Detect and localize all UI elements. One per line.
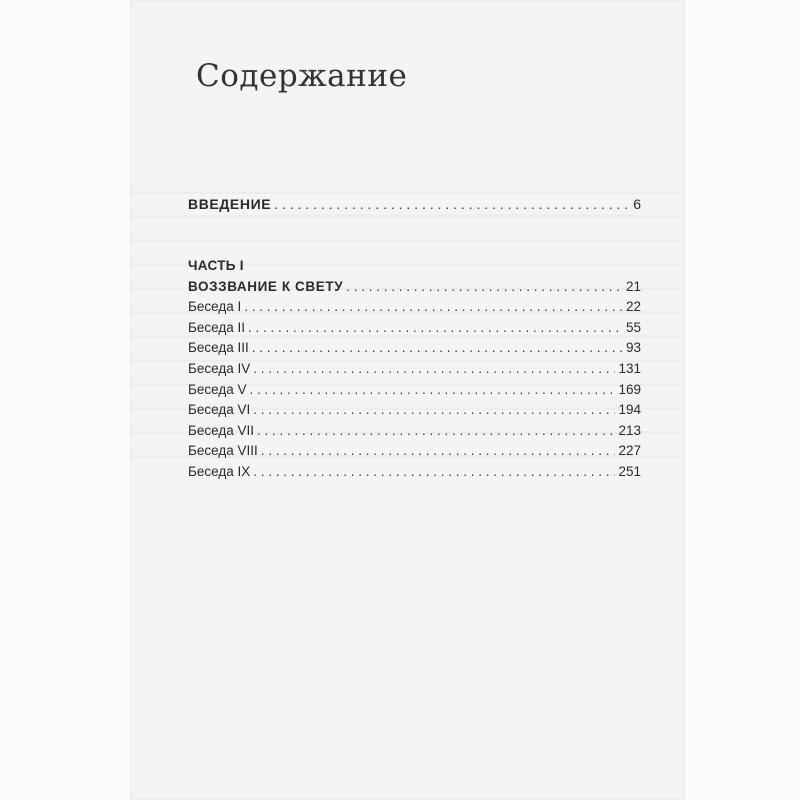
toc-page-number: 131 bbox=[618, 360, 641, 376]
toc-page-number: 194 bbox=[618, 402, 641, 418]
dot-leader bbox=[253, 361, 615, 376]
toc-entry-label: Беседа IX bbox=[188, 463, 251, 479]
table-of-contents bbox=[188, 196, 641, 485]
toc-entry-label: Беседа VII bbox=[188, 422, 254, 438]
dot-leader bbox=[253, 464, 615, 479]
dot-leader bbox=[261, 443, 616, 458]
toc-entry-introduction bbox=[188, 196, 641, 220]
dot-leader bbox=[252, 340, 623, 355]
toc-entry-label: Беседа III bbox=[188, 340, 249, 356]
toc-entry-label: ВВЕДЕНИЕ bbox=[188, 196, 272, 212]
toc-page-number: 22 bbox=[625, 299, 641, 315]
toc-entry bbox=[188, 423, 641, 444]
toc-entry-label: Беседа VIII bbox=[188, 443, 258, 459]
toc-entry bbox=[188, 402, 641, 423]
toc-entry bbox=[188, 361, 641, 382]
toc-page-number: 227 bbox=[618, 443, 641, 459]
toc-entry bbox=[188, 464, 641, 485]
toc-page-number: 169 bbox=[618, 381, 641, 397]
dot-leader bbox=[257, 423, 615, 438]
toc-page-number: 55 bbox=[625, 319, 641, 335]
toc-entry-label: Беседа II bbox=[188, 319, 245, 335]
toc-entry-label: ВОЗЗВАНИЕ К СВЕТУ bbox=[188, 278, 344, 294]
toc-entry-label: Беседа IV bbox=[188, 360, 251, 376]
part-heading: ЧАСТЬ I bbox=[188, 258, 244, 273]
toc-entry bbox=[188, 320, 641, 341]
dot-leader bbox=[248, 320, 623, 335]
dot-leader bbox=[274, 196, 630, 212]
toc-page-number: 6 bbox=[633, 196, 641, 212]
dot-leader bbox=[346, 279, 623, 294]
toc-page-number: 93 bbox=[625, 340, 641, 356]
toc-page-number: 251 bbox=[618, 463, 641, 479]
book-page bbox=[130, 0, 685, 800]
toc-entry-label: Беседа VI bbox=[188, 402, 251, 418]
toc-page-number: 21 bbox=[625, 278, 641, 294]
dot-leader bbox=[244, 299, 623, 314]
toc-entry bbox=[188, 340, 641, 361]
toc-entry bbox=[188, 443, 641, 464]
toc-entry-label: Беседа V bbox=[188, 381, 247, 397]
toc-entry bbox=[188, 299, 641, 320]
dot-leader bbox=[249, 382, 615, 397]
toc-entry bbox=[188, 382, 641, 403]
toc-entry-label: Беседа I bbox=[188, 299, 242, 315]
page-title: Содержание bbox=[196, 58, 408, 94]
toc-entry-section bbox=[188, 279, 641, 300]
dot-leader bbox=[253, 402, 615, 417]
toc-page-number: 213 bbox=[618, 422, 641, 438]
